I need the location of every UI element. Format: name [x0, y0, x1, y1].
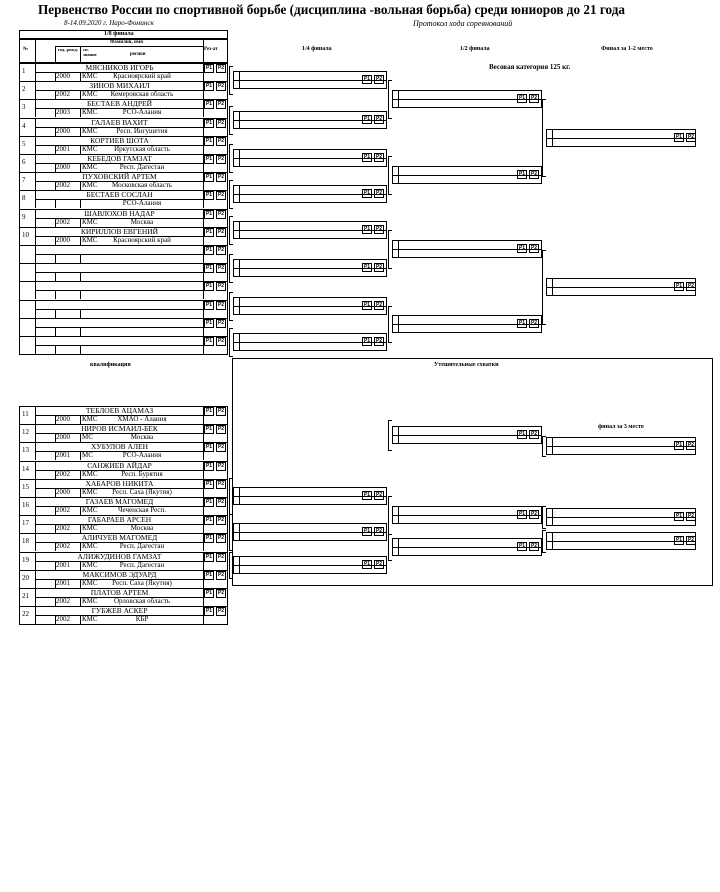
athlete-region: Респ. Саха (Якутия) [112, 579, 172, 587]
p2-box: P2 [217, 408, 225, 414]
athlete-rank: КМС [82, 127, 98, 135]
athlete-region: Красноярский край [113, 236, 171, 244]
col-year: год. рожд. [58, 47, 78, 52]
athlete-number: 18 [22, 537, 29, 545]
athlete-name: ГАБАРАЕВ АРСЕН [87, 515, 152, 524]
athlete-region: КБР [135, 615, 149, 623]
p1-box: P1 [205, 156, 213, 162]
p2-box: P2 [375, 338, 383, 344]
athlete-rank: МС [82, 451, 93, 459]
athlete-rank: КМС [82, 108, 98, 116]
p2-box: P2 [217, 590, 225, 596]
athlete-name: КИРИЛЛОВ ЕВГЕНИЙ [80, 227, 159, 236]
p1-box: P1 [205, 211, 213, 217]
athlete-rank: КМС [82, 163, 98, 171]
qf-header: 1/4 финала [302, 46, 332, 52]
athlete-year: 2000 [56, 488, 70, 496]
p2-box: P2 [375, 561, 383, 567]
athlete-name: КЕБЕДОВ ГАМЗАТ [87, 154, 152, 163]
athlete-name: КОРТИЕВ ШОТА [90, 136, 149, 145]
p2-box: P2 [687, 513, 695, 519]
athlete-year: 2000 [56, 236, 70, 244]
athlete-number: 2 [22, 85, 26, 93]
athlete-year: 2002 [56, 542, 70, 550]
athlete-rank: КМС [82, 72, 98, 80]
page-title: Первенство России по спортивной борьбе (дисциплина -вольная борьба) среди юниоров до 21 года [38, 2, 625, 17]
athlete-number: 22 [22, 610, 29, 618]
athlete-number: 15 [22, 483, 29, 491]
p2-box: P2 [530, 95, 538, 101]
p1-box: P1 [205, 517, 213, 523]
athlete-year: 2001 [56, 579, 70, 587]
p1-box: P1 [205, 320, 213, 326]
athlete-rank: КМС [82, 90, 98, 98]
athlete-region: Красноярский край [113, 72, 171, 80]
p2-box: P2 [530, 511, 538, 517]
p1-box: P1 [205, 192, 213, 198]
p1-box: P1 [205, 302, 213, 308]
p2-box: P2 [687, 442, 695, 448]
athlete-rank: МС [82, 433, 93, 441]
p2-box: P2 [530, 320, 538, 326]
athlete-region: Чеченская Респ. [117, 506, 167, 514]
p2-box: P2 [217, 229, 225, 235]
p1-box: P1 [205, 481, 213, 487]
p2-box: P2 [530, 245, 538, 251]
p2-box: P2 [217, 517, 225, 523]
athlete-name: ХУБУЛОВ АЛЕН [90, 442, 149, 451]
p1-box: P1 [363, 116, 371, 122]
p1-box: P1 [518, 245, 526, 251]
athlete-year: 2002 [56, 90, 70, 98]
protocol-label: Протокол хода соревнований [413, 19, 513, 28]
p2-box: P2 [217, 265, 225, 271]
athlete-region: Москва [130, 524, 154, 532]
athlete-name: ГАЛАЕВ ВАХИТ [91, 118, 148, 127]
p1-box: P1 [518, 431, 526, 437]
athlete-rank: КМС [82, 145, 98, 153]
p1-box: P1 [205, 101, 213, 107]
athlete-year: 2002 [56, 615, 70, 623]
p2-box: P2 [530, 431, 538, 437]
athlete-rank: КМС [82, 236, 98, 244]
athlete-year: 2002 [56, 597, 70, 605]
athlete-number: 4 [22, 122, 26, 130]
weight-category: Весовая категория 125 кг. [489, 63, 571, 71]
p2-box: P2 [217, 426, 225, 432]
p1-box: P1 [518, 95, 526, 101]
p1-box: P1 [205, 229, 213, 235]
athlete-name: БЕСТАЕВ АНДРЕЙ [86, 99, 153, 108]
athlete-name: МАКСИМОВ ЭДУАРД [82, 570, 157, 579]
athlete-name: ТЕБЛОЕВ АЦАМАЗ [85, 406, 154, 415]
athlete-rank: КМС [82, 615, 98, 623]
athlete-name: АЛИЖУДИНОВ ГАМЗАТ [77, 552, 162, 561]
col-region: регион [130, 52, 146, 57]
p1-box: P1 [363, 561, 371, 567]
athlete-name: ПУХОВСКИЙ АРТЕМ [82, 172, 157, 181]
athlete-rank: КМС [82, 488, 98, 496]
p2-box: P2 [217, 174, 225, 180]
p2-box: P2 [217, 608, 225, 614]
athlete-year: 2002 [56, 524, 70, 532]
qual-header: квалификация [90, 362, 131, 368]
p1-box: P1 [675, 537, 683, 543]
p1-box: P1 [363, 338, 371, 344]
p2-box: P2 [217, 554, 225, 560]
sf-header: 1/2 финала [460, 46, 490, 52]
p2-box: P2 [217, 535, 225, 541]
athlete-rank: КМС [82, 524, 98, 532]
p1-box: P1 [205, 572, 213, 578]
p1-box: P1 [363, 528, 371, 534]
p1-box: P1 [363, 302, 371, 308]
athlete-number: 14 [22, 465, 29, 473]
athlete-region: Респ. Дагестан [119, 542, 165, 550]
p1-box: P1 [518, 320, 526, 326]
athlete-year: 2002 [56, 506, 70, 514]
athlete-region: Респ. Саха (Якутия) [112, 488, 172, 496]
p1-box: P1 [675, 134, 683, 140]
athlete-year: 2002 [56, 181, 70, 189]
p1-box: P1 [363, 264, 371, 270]
p1-box: P1 [205, 463, 213, 469]
athlete-year: 2000 [56, 433, 70, 441]
athlete-region: Москва [130, 218, 154, 226]
dates-place: 8-14.09.2020 г. Наро-Фоминск [64, 19, 154, 27]
athlete-region: РСО-Алания [122, 451, 162, 459]
p1-box: P1 [205, 247, 213, 253]
p2-box: P2 [217, 138, 225, 144]
athlete-number: 6 [22, 158, 26, 166]
athlete-number: 21 [22, 592, 29, 600]
athlete-rank: КМС [82, 181, 98, 189]
p2-box: P2 [217, 120, 225, 126]
p1-box: P1 [205, 265, 213, 271]
athlete-region: Орловская область [113, 597, 171, 605]
athlete-name: ХАБАРОВ НИКИТА [85, 479, 154, 488]
p1-box: P1 [205, 426, 213, 432]
p2-box: P2 [217, 65, 225, 71]
athlete-name: ГУБЖЕВ АСКЕР [91, 606, 148, 615]
p1-box: P1 [518, 171, 526, 177]
p2-box: P2 [375, 302, 383, 308]
athlete-name: БЕСТАЕВ СОСЛАН [86, 190, 153, 199]
athlete-number: 20 [22, 574, 29, 582]
athlete-name: ЗИНОВ МИХАИЛ [89, 81, 150, 90]
athlete-rank: КМС [82, 597, 98, 605]
athlete-number: 8 [22, 194, 26, 202]
p2-box: P2 [375, 76, 383, 82]
p1-box: P1 [205, 138, 213, 144]
p1-box: P1 [363, 226, 371, 232]
p2-box: P2 [687, 283, 695, 289]
p1-box: P1 [518, 511, 526, 517]
col-result: Рез-ат [204, 47, 218, 52]
p2-box: P2 [217, 572, 225, 578]
athlete-number: 19 [22, 556, 29, 564]
athlete-name: ШАВЛОХОВ НАДАР [84, 209, 155, 218]
p2-box: P2 [217, 156, 225, 162]
p2-box: P2 [217, 481, 225, 487]
athlete-number: 1 [22, 67, 26, 75]
p2-box: P2 [217, 247, 225, 253]
p1-box: P1 [205, 535, 213, 541]
athlete-name: АЛИЧУЕВ МАГОМЕД [81, 533, 158, 542]
athlete-region: Москва [130, 433, 154, 441]
athlete-region: Кемеровская область [110, 90, 174, 98]
athlete-number: 7 [22, 176, 26, 184]
athlete-year: 2000 [56, 163, 70, 171]
athlete-region: ХМАО - Алания [117, 415, 167, 423]
p2-box: P2 [217, 338, 225, 344]
athlete-rank: КМС [82, 561, 98, 569]
r16-header: 1/8 финала [104, 31, 134, 37]
p1-box: P1 [205, 83, 213, 89]
athlete-year: 2003 [56, 108, 70, 116]
p1-box: P1 [205, 444, 213, 450]
p2-box: P2 [375, 154, 383, 160]
athlete-region: Респ. Бурятия [121, 470, 163, 478]
athlete-rank: КМС [82, 542, 98, 550]
p2-box: P2 [217, 283, 225, 289]
p1-box: P1 [363, 492, 371, 498]
athlete-year: 2000 [56, 415, 70, 423]
p2-box: P2 [375, 492, 383, 498]
athlete-region: Московская область [112, 181, 172, 189]
repechage-header: Утешительные схватки [434, 362, 499, 368]
p2-box: P2 [217, 499, 225, 505]
athlete-rank: КМС [82, 579, 98, 587]
p1-box: P1 [205, 120, 213, 126]
col-num: № [23, 47, 29, 52]
athlete-name: ГАЗАЕВ МАГОМЕД [85, 497, 154, 506]
final-header: Финал за 1-2 место [601, 46, 653, 52]
p1-box: P1 [205, 338, 213, 344]
p2-box: P2 [217, 192, 225, 198]
col-rank: сп. звание [83, 47, 97, 57]
p2-box: P2 [375, 190, 383, 196]
p2-box: P2 [217, 320, 225, 326]
p2-box: P2 [217, 444, 225, 450]
p1-box: P1 [675, 442, 683, 448]
p1-box: P1 [675, 513, 683, 519]
athlete-number: 3 [22, 103, 26, 111]
athlete-rank: КМС [82, 415, 98, 423]
athlete-year: 2001 [56, 561, 70, 569]
col-name: Фамилия, имя [110, 40, 143, 45]
athlete-region: РСО-Алания [122, 199, 162, 207]
athlete-number: 13 [22, 446, 29, 454]
p2-box: P2 [217, 302, 225, 308]
athlete-year: 2002 [56, 470, 70, 478]
p1-box: P1 [363, 76, 371, 82]
athlete-region: Респ. Ингушетия [116, 127, 168, 135]
athlete-rank: КМС [82, 470, 98, 478]
athlete-number: 12 [22, 428, 29, 436]
p2-box: P2 [375, 116, 383, 122]
p2-box: P2 [530, 171, 538, 177]
bronze-header: финал за 3 место [598, 424, 644, 430]
athlete-year: 2001 [56, 451, 70, 459]
p1-box: P1 [205, 174, 213, 180]
athlete-rank: КМС [82, 506, 98, 514]
p1-box: P1 [205, 608, 213, 614]
athlete-region: РСО-Алания [122, 108, 162, 116]
p2-box: P2 [217, 463, 225, 469]
p1-box: P1 [205, 283, 213, 289]
p2-box: P2 [375, 226, 383, 232]
p2-box: P2 [217, 101, 225, 107]
athlete-year: 2002 [56, 218, 70, 226]
athlete-number: 17 [22, 519, 29, 527]
athlete-rank: КМС [82, 218, 98, 226]
p1-box: P1 [518, 543, 526, 549]
p1-box: P1 [205, 499, 213, 505]
athlete-year: 2001 [56, 145, 70, 153]
athlete-region: Иркутская область [114, 145, 170, 153]
athlete-number: 11 [22, 410, 29, 418]
p2-box: P2 [375, 528, 383, 534]
athlete-name: МЯСНИКОВ ИГОРЬ [85, 63, 154, 72]
p1-box: P1 [205, 590, 213, 596]
p1-box: P1 [675, 283, 683, 289]
p1-box: P1 [205, 408, 213, 414]
athlete-number: 9 [22, 213, 26, 221]
athlete-number: 10 [22, 231, 29, 239]
p1-box: P1 [363, 190, 371, 196]
athlete-number: 5 [22, 140, 26, 148]
p1-box: P1 [205, 65, 213, 71]
athlete-region: Респ. Дагестан [119, 163, 165, 171]
athlete-name: НИРОВ ИСМАИЛ-БЕК [81, 424, 158, 433]
athlete-name: САНЖИЕВ АЙДАР [87, 461, 152, 470]
p2-box: P2 [687, 134, 695, 140]
athlete-year: 2000 [56, 72, 70, 80]
p2-box: P2 [217, 211, 225, 217]
p1-box: P1 [363, 154, 371, 160]
athlete-year: 2000 [56, 127, 70, 135]
athlete-name: ПЛАТОВ АРТЕМ [90, 588, 149, 597]
p2-box: P2 [217, 83, 225, 89]
athlete-number: 16 [22, 501, 29, 509]
p2-box: P2 [375, 264, 383, 270]
athlete-region: Респ. Дагестан [119, 561, 165, 569]
p1-box: P1 [205, 554, 213, 560]
p2-box: P2 [530, 543, 538, 549]
p2-box: P2 [687, 537, 695, 543]
